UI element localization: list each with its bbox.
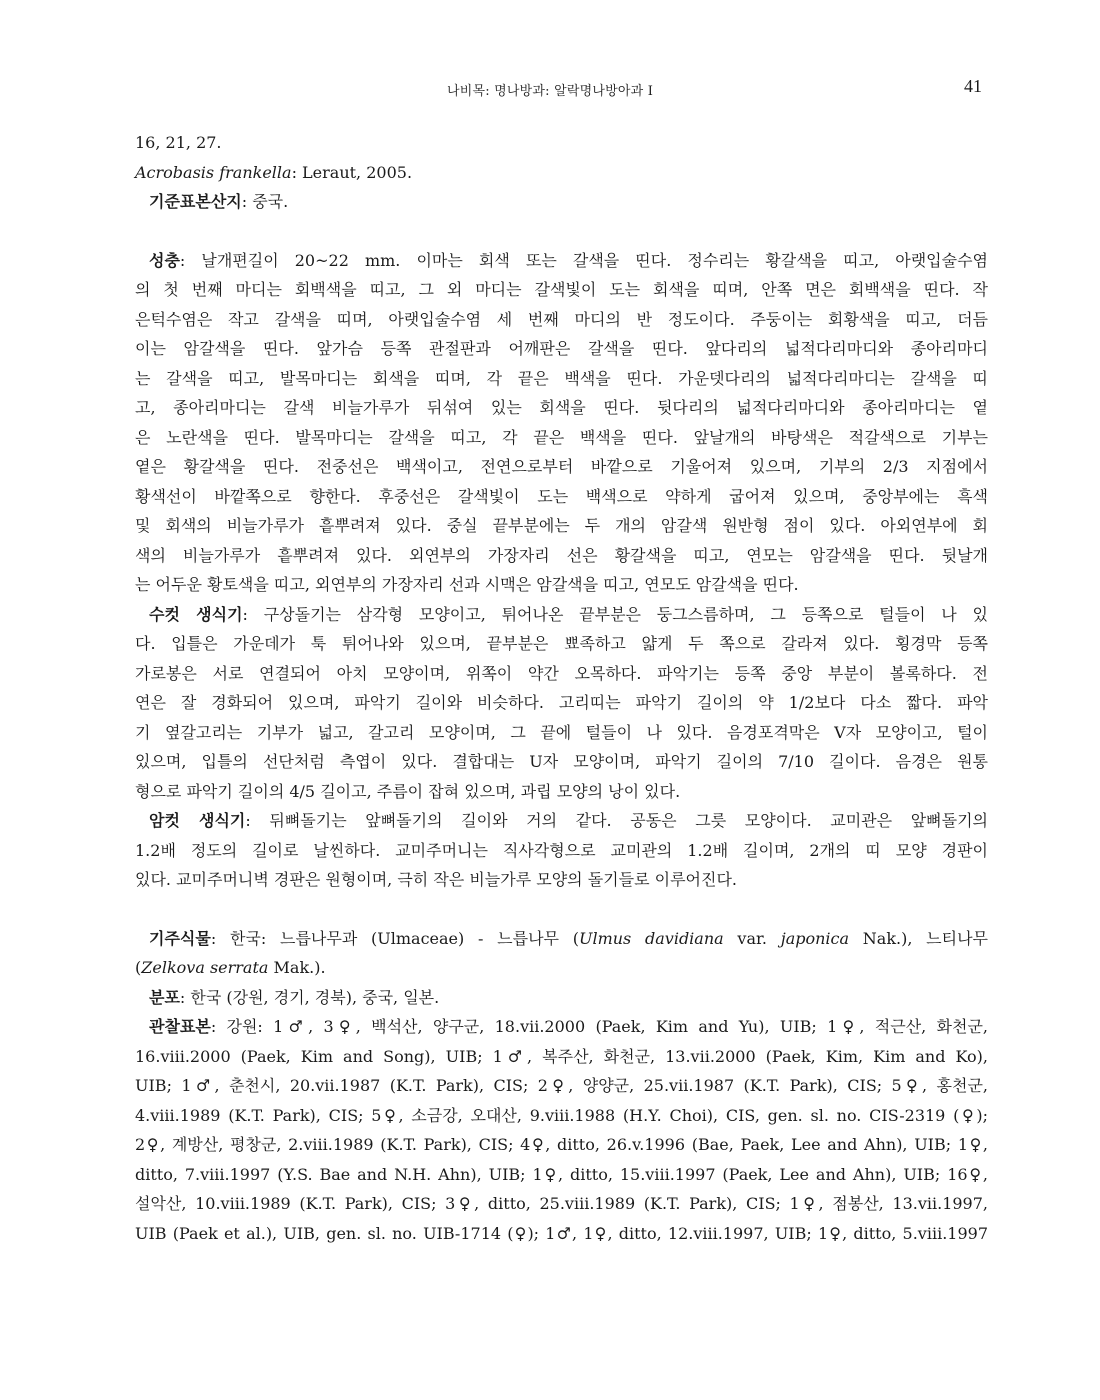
host-plants-line: 기주식물: 한국: 느릅나무과 (Ulmaceae) - 느릅나무 (Ulmus davidiana var. japonica Nak.), 느티나무: [149, 928, 988, 948]
specimens-line: ditto, 7.viii.1997 (Y.S. Bae and N.H. Ahn), UIB; 1♀, ditto, 15.viii.1997 (Paek, Lee and Ahn), UIB; 16♀,: [135, 1164, 988, 1184]
male-genitalia-line: 다. 입틀은 가운데가 툭 튀어나와 있으며, 끝부분은 뾰족하고 얇게 두 쪽으로 갈라져 있다. 횡경막 등쪽: [135, 634, 988, 653]
female-genitalia-line: 암컷 생식기: 뒤뼈돌기는 앞뼈돌기의 길이와 거의 같다. 공동은 그릇 모양이다. 교미관은 앞뼈돌기의: [149, 811, 988, 830]
adult-label: 성충: [149, 250, 180, 270]
distribution-text: : 한국 (강원, 경기, 경북), 중국, 일본.: [179, 987, 440, 1007]
male-genitalia-line: 있으며, 입틀의 선단처럼 측엽이 있다. 결합대는 U자 모양이며, 파악기 길이의 7/10 길이다. 음경은 원통: [135, 752, 988, 771]
adult-description: [135, 246, 988, 600]
type-locality-text: : 중국.: [241, 192, 289, 211]
synonym-author: : Leraut, 2005.: [291, 162, 413, 182]
host-plants: [135, 924, 988, 983]
specimens-line: 설악산, 10.viii.1989 (K.T. Park), CIS; 3♀, ditto, 25.viii.1989 (K.T. Park), CIS; 1♀, 점봉산, 13.vii.1997,: [135, 1194, 988, 1213]
document-body: [135, 128, 988, 1248]
male-genitalia-description: [135, 600, 988, 807]
female-genitalia-line: 1.2배 정도의 길이로 날씬하다. 교미주머니는 직사각형으로 교미관의 1.2배 길이며, 2개의 띠 모양 경판이: [135, 840, 988, 860]
host-plants-line: (Zelkova serrata Mak.).: [135, 958, 326, 977]
type-locality: [135, 187, 988, 217]
distribution: [135, 983, 988, 1013]
type-locality-label: 기준표본산지: [149, 192, 242, 211]
male-genitalia-line: 수컷 생식기: 구상돌기는 삼각형 모양이고, 튀어나온 끝부분은 둥그스름하며, 그 등쪽으로 털들이 나 있: [149, 604, 988, 624]
page-number: 41: [964, 76, 982, 96]
adult-line: 의 첫 번째 마디는 회백색을 띠고, 그 외 마디는 갈색빛이 도는 회색을 띠며, 안쪽 면은 회백색을 띤다. 작: [135, 280, 988, 299]
specimens-line: 4.viii.1989 (K.T. Park), CIS; 5♀, 소금강, 오대산, 9.viii.1988 (H.Y. Choi), CIS, gen. sl. no. CIS-2319 (♀);: [135, 1105, 988, 1125]
male-genitalia-line: 형으로 파악기 길이의 4/5 길이고, 주름이 잡혀 있으며, 과립 모양의 낭이 있다.: [135, 781, 681, 801]
male-genitalia-line: 가로봉은 서로 연결되어 아치 모양이며, 위쪽이 약간 오목하다. 파악기는 등쪽 중앙 부분이 볼록하다. 전: [135, 663, 988, 683]
female-genitalia-line: 있다. 교미주머니벽 경판은 원형이며, 극히 작은 비늘가루 모양의 돌기들로 이루어진다.: [135, 870, 737, 889]
synonym-name: Acrobasis frankella: [135, 162, 292, 182]
female-genitalia-description: [135, 806, 988, 895]
section-gap: [135, 895, 988, 924]
female-genitalia-label: 암컷 생식기: [149, 811, 246, 830]
male-genitalia-label: 수컷 생식기: [149, 604, 243, 624]
adult-line: 은 노란색을 띤다. 발목마디는 갈색을 띠고, 각 끝은 백색을 띤다. 앞날개의 바탕색은 적갈색으로 기부는: [135, 427, 988, 447]
specimens-line: 16.viii.2000 (Paek, Kim and Song), UIB; 1♂, 복주산, 화천군, 13.vii.2000 (Paek, Kim, Kim and Ko),: [135, 1046, 988, 1066]
specimens-label: 관찰표본: [149, 1017, 211, 1036]
page-header: [0, 78, 1100, 102]
adult-line: 는 갈색을 띠고, 발목마디는 회색을 띠며, 각 끝은 백색을 띤다. 가운뎃다리의 넓적다리마디는 갈색을 띠: [135, 368, 988, 388]
adult-line: 옅은 황갈색을 띤다. 전중선은 백색이고, 전연으로부터 바깥으로 기울어져 있으며, 기부의 2/3 지점에서: [135, 457, 988, 476]
adult-line: 고, 종아리마디는 갈색 비늘가루가 뒤섞여 있는 회색을 띤다. 뒷다리의 넓적다리마디와 종아리마디는 옅: [135, 398, 988, 417]
section-gap: [135, 217, 988, 246]
adult-line: 색의 비늘가루가 흩뿌려져 있다. 외연부의 가장자리 선은 황갈색을 띠고, 연모는 암갈색을 띤다. 뒷날개: [135, 545, 988, 565]
synonym-line: [135, 158, 988, 188]
adult-line: 는 어두운 황토색을 띠고, 외연부의 가장자리 선과 시맥은 암갈색을 띠고, 연모도 암갈색을 띤다.: [135, 575, 799, 594]
adult-line: 성충: 날개편길이 20~22 mm. 이마는 회색 또는 갈색을 띤다. 정수리는 황갈색을 띠고, 아랫입술수염: [149, 250, 988, 270]
running-title: 나비목: 명나방과: 알락명나방아과 I: [446, 84, 654, 99]
distribution-label: 분포: [149, 987, 180, 1007]
specimens-line: 관찰표본: 강원: 1♂, 3♀, 백석산, 양구군, 18.vii.2000 (Paek, Kim and Yu), UIB; 1♀, 적근산, 화천군,: [149, 1017, 988, 1036]
specimens-line: 2♀, 계방산, 평창군, 2.viii.1989 (K.T. Park), CIS; 4♀, ditto, 26.v.1996 (Bae, Paek, Lee and Ahn), UIB; 1♀,: [135, 1135, 988, 1154]
reference-numbers: 16, 21, 27.: [135, 133, 222, 152]
adult-line: 황색선이 바깥쪽으로 향한다. 후중선은 갈색빛이 도는 백색으로 약하게 굽어져 있으며, 중앙부에는 흑색: [135, 486, 988, 506]
adult-line: 은턱수염은 작고 갈색을 띠며, 아랫입술수염 세 번째 마디의 반 정도이다. 주둥이는 회황색을 띠고, 더듬: [135, 309, 988, 329]
adult-line: 및 회색의 비늘가루가 흩뿌려져 있다. 중실 끝부분에는 두 개의 암갈색 원반형 점이 있다. 아외연부에 회: [135, 516, 988, 535]
adult-line: 이는 암갈색을 띤다. 앞가슴 등쪽 관절판과 어깨판은 갈색을 띤다. 앞다리의 넓적다리마디와 종아리마디: [135, 339, 988, 358]
specimens-line: UIB; 1♂, 춘천시, 20.vii.1987 (K.T. Park), CIS; 2♀, 양양군, 25.vii.1987 (K.T. Park), CIS; 5♀, 홍천군,: [135, 1076, 988, 1095]
male-genitalia-line: 기 옆갈고리는 기부가 넓고, 갈고리 모양이며, 그 끝에 털들이 나 있다. 음경포격막은 V자 모양이고, 털이: [135, 722, 988, 742]
male-genitalia-line: 연은 잘 경화되어 있으며, 파악기 길이와 비슷하다. 고리띠는 파악기 길이의 약 1/2보다 다소 짧다. 파악: [135, 693, 988, 712]
host-plants-label: 기주식물: [149, 928, 211, 948]
citation-block: [135, 128, 988, 217]
examined-specimens: [135, 1012, 988, 1248]
specimens-line: UIB (Paek et al.), UIB, gen. sl. no. UIB-1714 (♀); 1♂, 1♀, ditto, 12.viii.1997, UIB; 1♀, ditto, 5.viii.1997: [135, 1223, 988, 1243]
